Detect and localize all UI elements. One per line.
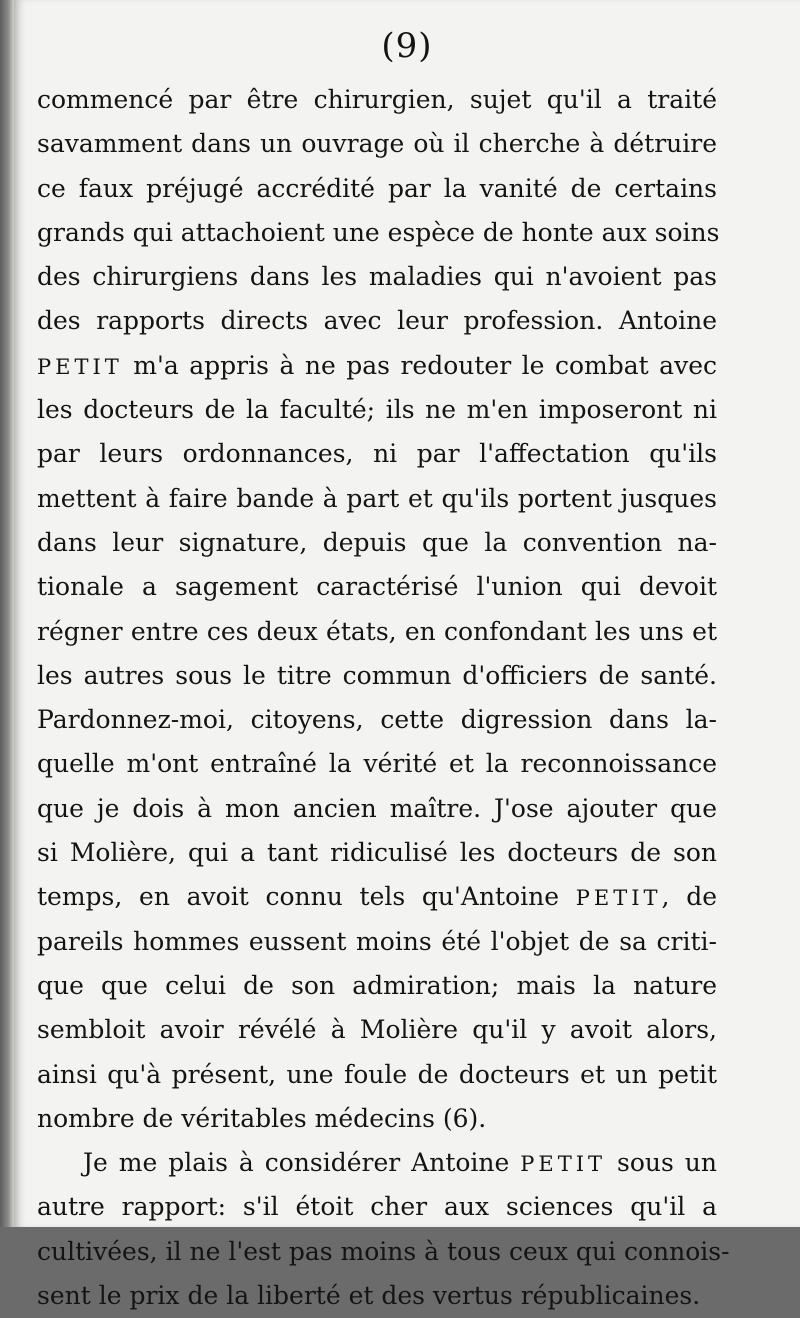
text-line — [37, 1230, 730, 1274]
text-segment: si Molière, qui a tant ridiculisé les docteurs de son — [37, 838, 717, 868]
text-segment: par leurs ordonnances, ni par l'affectation qu'ils — [37, 439, 717, 469]
text-segment: commencé par être chirurgien, sujet qu'il a traité — [37, 85, 717, 114]
small-caps-name: PETIT — [575, 886, 662, 911]
text-segment: régner entre ces deux états, en confondant les uns et — [37, 616, 717, 646]
text-line — [37, 211, 720, 255]
page-number: (9) — [381, 26, 433, 66]
text-segment: autre rapport: s'il étoit cher aux sciences qu'il a — [37, 1192, 717, 1222]
text-segment: ainsi qu'à présent, une foule de docteurs et un petit — [37, 1059, 717, 1089]
text-line — [37, 964, 717, 1008]
text-segment: mettent à faire bande à part et qu'ils portent jusques — [37, 483, 717, 513]
text-line — [37, 521, 717, 565]
text-segment: grands qui attachoient une espèce de honte aux soins — [37, 217, 720, 247]
text-segment: que je dois à mon ancien maître. J'ose ajouter que — [37, 793, 717, 823]
small-caps-name: PETIT — [37, 354, 123, 379]
text-line — [37, 299, 717, 343]
text-segment: pareils hommes eussent moins été l'objet de sa criti- — [37, 926, 717, 956]
text-segment: Je me plais à considérer Antoine — [83, 1148, 521, 1178]
text-line — [37, 1008, 717, 1052]
text-segment: sent le prix de la liberté et des vertus républicaines. — [37, 1281, 701, 1311]
text-line — [37, 1274, 717, 1318]
text-segment: les docteurs de la faculté; ils ne m'en imposeront ni — [37, 395, 717, 425]
text-segment: cultivées, il ne l'est pas moins à tous ceux qui connois- — [37, 1236, 730, 1266]
text-line — [37, 698, 717, 742]
text-segment: quelle m'ont entraîné la vérité et la reconnoissance — [37, 749, 717, 779]
text-segment: sembloit avoir révélé à Molière qu'il y avoit alors, — [37, 1015, 717, 1045]
text-segment: savamment dans un ouvrage où il cherche à détruire — [37, 129, 717, 159]
text-line — [37, 1141, 717, 1185]
text-segment: temps, en avoit connu tels qu'Antoine — [37, 882, 576, 912]
text-line — [37, 344, 717, 388]
text-line — [37, 388, 717, 432]
text-segment: ce faux préjugé accrédité par la vanité de certains — [37, 173, 717, 203]
text-segment: sous un — [606, 1148, 717, 1178]
page-gutter-shadow — [0, 0, 14, 1227]
text-line — [37, 610, 717, 654]
text-line — [37, 255, 717, 299]
text-line — [37, 122, 717, 166]
body-text — [37, 78, 730, 1318]
small-caps-name: PETIT — [520, 1152, 607, 1177]
text-segment: m'a appris à ne pas redouter le combat avec — [122, 350, 717, 380]
text-segment: nombre de véritables médecins (6). — [37, 1103, 487, 1133]
text-line — [37, 1097, 717, 1141]
text-line — [37, 787, 717, 831]
text-line — [37, 167, 717, 211]
text-segment: tionale a sagement caractérisé l'union qui devoit — [37, 572, 717, 602]
text-segment: des rapports directs avec leur profession. Antoine — [37, 306, 717, 336]
text-segment: les autres sous le titre commun d'officiers de santé. — [37, 660, 717, 690]
text-line — [37, 920, 717, 964]
text-line — [37, 742, 717, 786]
text-line — [37, 875, 717, 919]
text-line — [37, 1053, 717, 1097]
text-segment: Pardonnez-moi, citoyens, cette digression dans la- — [37, 705, 717, 735]
text-segment: dans leur signature, depuis que la convention na- — [37, 527, 717, 557]
text-line — [37, 565, 717, 609]
text-segment: des chirurgiens dans les maladies qui n'avoient pas — [37, 262, 717, 292]
text-line — [37, 831, 717, 875]
text-line — [37, 654, 717, 698]
text-line — [37, 477, 717, 521]
text-line — [37, 1185, 717, 1229]
book-page — [14, 0, 800, 1311]
text-segment: que que celui de son admiration; mais la nature — [37, 970, 717, 1000]
text-line — [37, 432, 717, 476]
text-line — [37, 78, 717, 122]
text-segment: , de — [661, 882, 717, 912]
